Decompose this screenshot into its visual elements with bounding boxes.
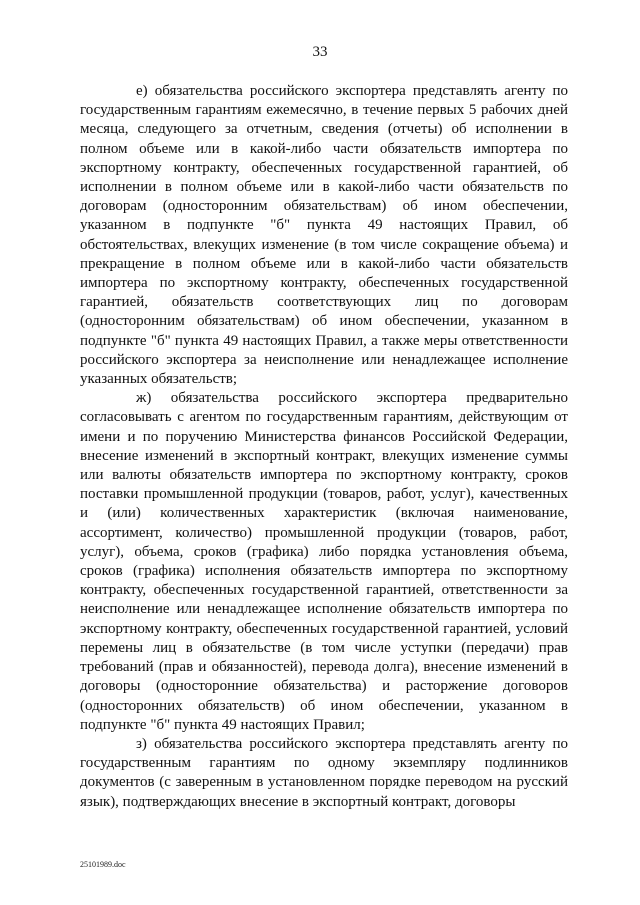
- footer-file-id: 25101989.doc: [80, 860, 126, 869]
- document-body: [80, 82, 568, 812]
- page-number: 33: [312, 44, 328, 60]
- paragraph-z: з) обязательства российского экспортера представлять агенту по государственным гарантиям по одному экземпляру подлинников документов (с заверенным в установленном порядке переводом на русский язык), подтверждающих внесение в экспортный контракт, договоры: [80, 735, 568, 810]
- paragraph-e: е) обязательства российского экспортера представлять агенту по государственным гарантиям ежемесячно, в течение первых 5 рабочих дней месяца, следующего за отчетным, сведения (отчеты) об исполнении в полном объеме или в какой-либо части обязательств импортера по экспортному контракту, обеспеченных государственной гарантией, об исполнении в полном объеме или в какой-либо части обязательств по договорам (односторонним обязательствам) об ином обеспечении, указанном в подпункте "б" пункта 49 настоящих Правил, об обстоятельствах, влекущих изменение (в том числе сокращение объема) и прекращение в полном объеме или в какой-либо части обязательств импортера по экспортному контракту, обеспеченных государственной гарантией, обязательств соответствующих лиц по договорам (односторонним обязательствам) об ином обеспечении, указанном в подпункте "б" пункта 49 настоящих Правил, а также меры ответственности российского экспортера за неисполнение или ненадлежащее исполнение указанных обязательств;: [80, 83, 568, 388]
- paragraph-zh: ж) обязательства российского экспортера предварительно согласовывать с агентом по государственным гарантиям, действующим от имени и по поручению Министерства финансов Российской Федерации, внесение изменений в экспортный контракт, влекущих изменение суммы или валюты обязательств импортера по экспортному контракту, сроков поставки промышленной продукции (товаров, работ, услуг), качественных и (или) количественных характеристик (включая наименование, ассортимент, количество) промышленной продукции (товаров, работ, услуг), объема, сроков (графика) либо порядка установления объема, сроков (графика) исполнения обязательств импортера по экспортному контракту, обеспеченных государственной гарантией, ответственности за неисполнение или ненадлежащее исполнение обязательств импортера по экспортному контракту, обеспеченных государственной гарантией, условий перемены лиц в обязательстве (в том числе уступки (передачи) прав требований (прав и обязанностей), перевода долга), внесение изменений в договоры (односторонние обязательства) и расторжение договоров (односторонних обязательств) об ином обеспечении, указанном в подпункте "б" пункта 49 настоящих Правил;: [80, 390, 568, 733]
